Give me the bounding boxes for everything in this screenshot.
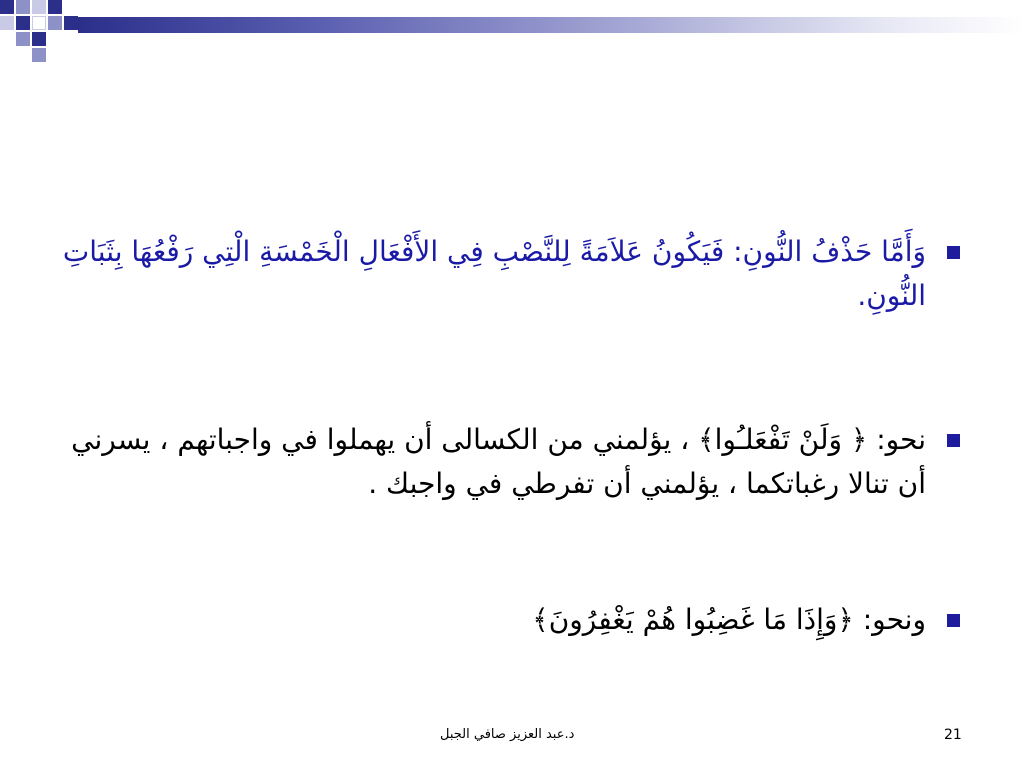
deco-square [16, 32, 30, 46]
deco-square [16, 0, 30, 14]
deco-square [48, 0, 62, 14]
deco-square [32, 16, 46, 30]
square-bullet-icon [947, 434, 960, 447]
bullet-item [60, 230, 964, 318]
square-bullet-icon [947, 614, 960, 627]
bullet-text: وَأَمَّا حَذْفُ النُّونِ: فَيَكُونُ عَلاَمَةً لِلنَّصْبِ فِي الأَفْعَالِ الْخَمْسَةِ الْتِي رَفْعُهَا بِثَبَاتِ النُّونِ. [62, 235, 926, 312]
deco-square [48, 16, 62, 30]
square-bullet-icon [947, 246, 960, 259]
bullet-item [70, 418, 964, 506]
bullet-text: نحو: ﴿ وَلَنْ تَفْعَلـُوا﴾ ، يؤلمني من الكسالى أن يهملوا في واجباتهم ، يسرني أن تنالا رغباتكما ، يؤلمني أن تفرطي في واجبك . [71, 423, 926, 500]
deco-square [32, 32, 46, 46]
bullet-item [60, 598, 964, 642]
deco-square [64, 16, 78, 30]
deco-square [0, 16, 14, 30]
footer-author: د.عبد العزيز صافي الجبل [440, 727, 575, 742]
deco-square [32, 48, 46, 62]
deco-square [16, 16, 30, 30]
bullet-text: ونحو: ﴿وَإِذَا مَا غَضِبُوا هُمْ يَغْفِرُونَ﴾ [532, 603, 926, 636]
deco-square [0, 0, 14, 14]
title-gradient-bar [78, 17, 1024, 33]
page-number: 21 [944, 727, 962, 743]
deco-square [32, 0, 46, 14]
